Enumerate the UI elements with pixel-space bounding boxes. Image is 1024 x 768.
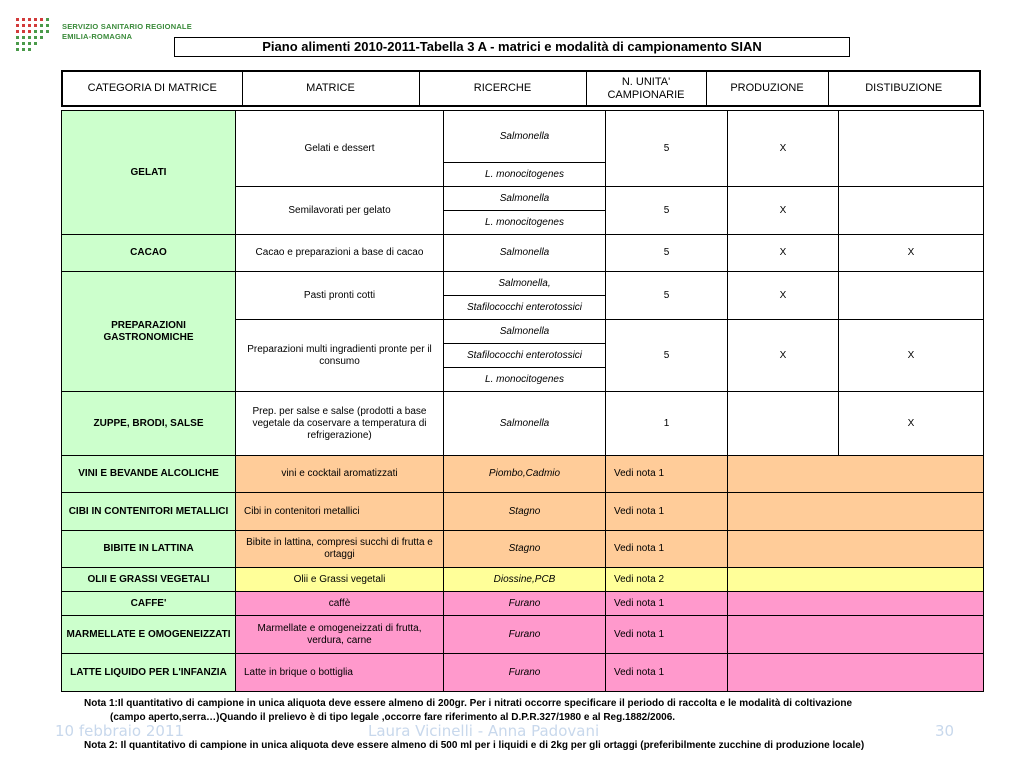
empty-cell: [728, 654, 984, 692]
matrix-cell: Latte in brique o bottiglia: [236, 654, 444, 692]
table-row: [62, 111, 984, 163]
table-row: [62, 493, 984, 531]
units-cell: 5: [606, 320, 728, 392]
category-marmellate: MARMELLATE E OMOGENEIZZATI: [62, 616, 236, 654]
production-cell: X: [728, 235, 839, 272]
production-cell: [728, 392, 839, 456]
research-cell: Salmonella,: [444, 272, 606, 296]
research-cell: Salmonella: [444, 320, 606, 344]
table-row: [62, 592, 984, 616]
distribution-cell: [839, 272, 984, 320]
research-cell: L. monocitogenes: [444, 368, 606, 392]
category-latte: LATTE LIQUIDO PER L'INFANZIA: [62, 654, 236, 692]
matrix-cell: Gelati e dessert: [236, 111, 444, 187]
matrix-cell: Cacao e preparazioni a base di cacao: [236, 235, 444, 272]
empty-cell: [728, 531, 984, 568]
matrix-cell: Pasti pronti cotti: [236, 272, 444, 320]
category-caffe: CAFFE': [62, 592, 236, 616]
production-cell: X: [728, 187, 839, 235]
research-cell: L. monocitogenes: [444, 163, 606, 187]
header-row: [62, 71, 980, 106]
matrix-cell: vini e cocktail aromatizzati: [236, 456, 444, 493]
empty-cell: [728, 568, 984, 592]
table-row: [62, 272, 984, 296]
units-cell: 5: [606, 111, 728, 187]
research-cell: Salmonella: [444, 392, 606, 456]
header-table: [61, 70, 981, 107]
header-produzione: PRODUZIONE: [706, 71, 828, 106]
note-cell: Vedi nota 1: [606, 616, 728, 654]
category-cacao: CACAO: [62, 235, 236, 272]
production-cell: X: [728, 272, 839, 320]
logo-line-1: SERVIZIO SANITARIO REGIONALE: [62, 22, 192, 31]
research-cell: Stagno: [444, 493, 606, 531]
category-bibite: BIBITE IN LATTINA: [62, 531, 236, 568]
note-1-line-2: (campo aperto,serra…)Quando il prelievo è di tipo legale ,occorre fare riferimento al D.P.R.327/1980 e al Reg.1882/2006.: [110, 712, 676, 723]
category-zuppe: ZUPPE, BRODI, SALSE: [62, 392, 236, 456]
table-row: [62, 531, 984, 568]
distribution-cell: X: [839, 235, 984, 272]
header-categoria: CATEGORIA DI MATRICE: [62, 71, 242, 106]
header-matrice: MATRICE: [242, 71, 419, 106]
table-row: [62, 235, 984, 272]
research-cell: Stagno: [444, 531, 606, 568]
note-cell: Vedi nota 2: [606, 568, 728, 592]
category-preparazioni: PREPARAZIONI GASTRONOMICHE: [62, 272, 236, 392]
units-cell: 5: [606, 235, 728, 272]
empty-cell: [728, 592, 984, 616]
matrix-cell: Olii e Grassi vegetali: [236, 568, 444, 592]
research-cell: Furano: [444, 616, 606, 654]
table-row: [62, 456, 984, 493]
category-vini: VINI E BEVANDE ALCOLICHE: [62, 456, 236, 493]
note-cell: Vedi nota 1: [606, 493, 728, 531]
research-cell: Stafilococchi enterotossici: [444, 296, 606, 320]
research-cell: Salmonella: [444, 111, 606, 163]
category-cibi: CIBI IN CONTENITORI METALLICI: [62, 493, 236, 531]
regional-health-service-logo: [14, 16, 58, 56]
units-cell: 5: [606, 272, 728, 320]
empty-cell: [728, 493, 984, 531]
note-cell: Vedi nota 1: [606, 531, 728, 568]
units-cell: 5: [606, 187, 728, 235]
research-cell: Stafilococchi enterotossici: [444, 344, 606, 368]
research-cell: Diossine,PCB: [444, 568, 606, 592]
table-row: [62, 654, 984, 692]
production-cell: X: [728, 320, 839, 392]
main-table: [61, 110, 984, 692]
units-cell: 1: [606, 392, 728, 456]
research-cell: Salmonella: [444, 235, 606, 272]
logo-line-2: EMILIA-ROMAGNA: [62, 32, 133, 41]
distribution-cell: [839, 187, 984, 235]
research-cell: L. monocitogenes: [444, 211, 606, 235]
research-cell: Furano: [444, 592, 606, 616]
note-2: Nota 2: Il quantitativo di campione in unica aliquota deve essere almeno di 500 ml per i liquidi e di 2kg per gli ortaggi (preferibilmente zucchine di produzione locale): [84, 740, 865, 751]
matrix-cell: Bibite in lattina, compresi succhi di frutta e ortaggi: [236, 531, 444, 568]
matrix-cell: Cibi in contenitori metallici: [236, 493, 444, 531]
note-1-line-1: Nota 1:Il quantitativo di campione in unica aliquota deve essere almeno di 200gr. Per i nitrati occorre specificare il periodo di raccolta e le modalità di coltivazione: [84, 698, 853, 709]
research-cell: Piombo,Cadmio: [444, 456, 606, 493]
distribution-cell: [839, 111, 984, 187]
empty-cell: [728, 616, 984, 654]
note-cell: Vedi nota 1: [606, 654, 728, 692]
category-gelati: GELATI: [62, 111, 236, 235]
note-cell: Vedi nota 1: [606, 456, 728, 493]
table-row: [62, 568, 984, 592]
matrix-cell: Preparazioni multi ingradienti pronte per il consumo: [236, 320, 444, 392]
matrix-cell: Marmellate e omogeneizzati di frutta, verdura, carne: [236, 616, 444, 654]
matrix-cell: caffè: [236, 592, 444, 616]
footer-authors: Laura Vicinelli - Anna Padovani: [368, 722, 600, 740]
category-olii: OLII E GRASSI VEGETALI: [62, 568, 236, 592]
header-distribuzione: DISTIBUZIONE: [828, 71, 980, 106]
empty-cell: [728, 456, 984, 493]
production-cell: X: [728, 111, 839, 187]
distribution-cell: X: [839, 392, 984, 456]
table-row: [62, 392, 984, 456]
research-cell: Salmonella: [444, 187, 606, 211]
footer-page-number: 30: [935, 722, 955, 740]
distribution-cell: X: [839, 320, 984, 392]
header-ricerche: RICERCHE: [419, 71, 586, 106]
page-title: Piano alimenti 2010-2011-Tabella 3 A - matrici e modalità di campionamento SIAN: [174, 37, 850, 57]
matrix-cell: Semilavorati per gelato: [236, 187, 444, 235]
logo-text: [62, 22, 192, 42]
header-unita: N. UNITA' CAMPIONARIE: [586, 71, 706, 106]
table-row: [62, 616, 984, 654]
research-cell: Furano: [444, 654, 606, 692]
note-cell: Vedi nota 1: [606, 592, 728, 616]
footer-date: 10 febbraio 2011: [55, 722, 185, 740]
matrix-cell: Prep. per salse e salse (prodotti a base vegetale da coservare a temperatura di refrigerazione): [236, 392, 444, 456]
